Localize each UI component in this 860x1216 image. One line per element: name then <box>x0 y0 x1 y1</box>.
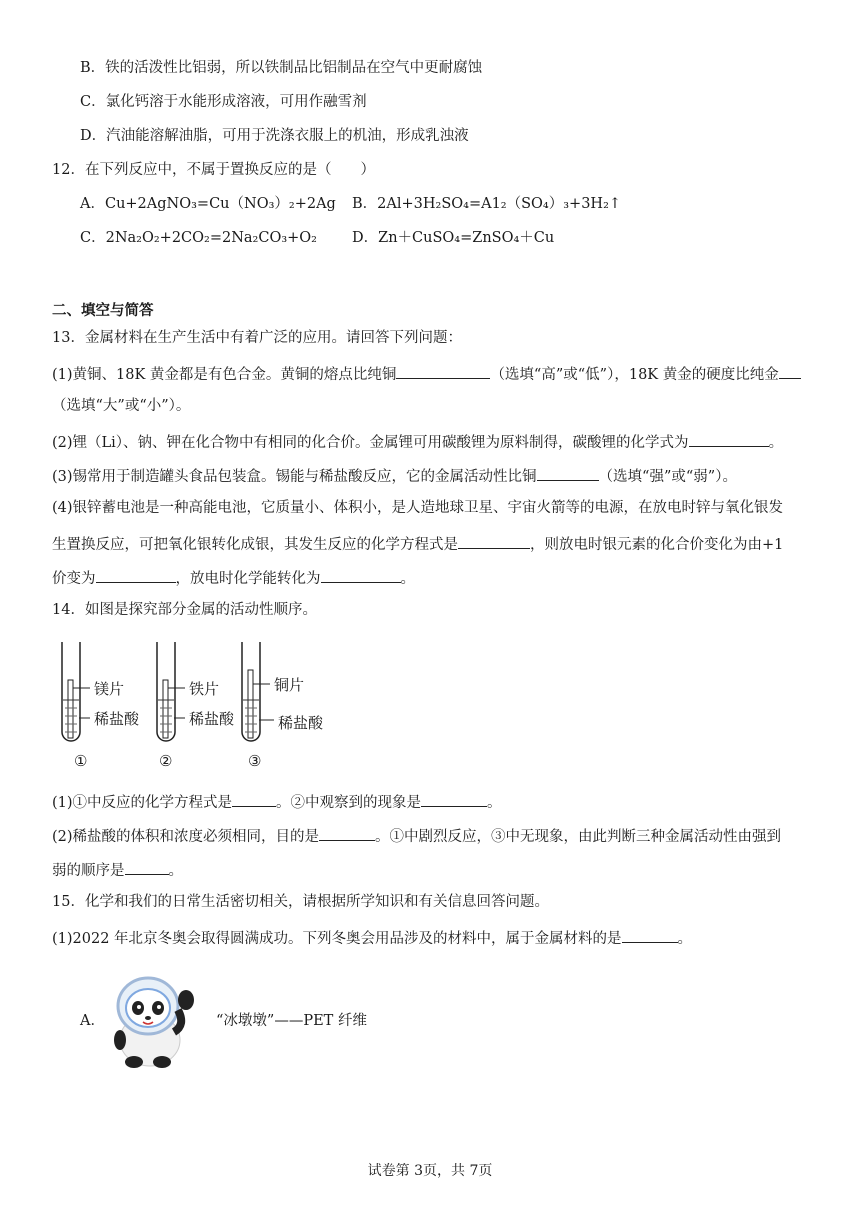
q13-part3 <box>52 464 737 487</box>
q12-option-d: D．Zn＋CuSO₄=ZnSO₄＋Cu <box>352 230 555 246</box>
answer-blank[interactable] <box>396 362 490 379</box>
q13-part1-text-b: （选填“高”或“低”），18K 黄金的硬度比纯金 <box>490 367 779 383</box>
q12-option-c: C．2Na₂O₂+2CO₂=2Na₂CO₃+O₂ <box>80 230 317 246</box>
mascot-image <box>104 970 204 1074</box>
q13-part4-line1: (4)银锌蓄电池是一种高能电池，它质量小、体积小，是人造地球卫星、宇宙火箭等的电源，在放电时锌与氧化银发 <box>52 500 784 516</box>
answer-blank[interactable] <box>779 362 801 379</box>
tube-2-number: ② <box>159 752 173 770</box>
q11-option-b: B．铁的活泼性比铝弱，所以铁制品比铝制品在空气中更耐腐蚀 <box>80 60 483 76</box>
q15-stem: 15．化学和我们的日常生活密切相关，请根据所学知识和有关信息回答问题。 <box>52 894 549 910</box>
q14-part2-text-a: (2)稀盐酸的体积和浓度必须相同，目的是 <box>52 829 320 845</box>
q13-part2-text-b: 。 <box>768 435 784 451</box>
q15-option-a-label: A． <box>80 1013 105 1029</box>
q13-part4-text-c: ，则放电时银元素的化合价变化为由+1 <box>530 537 784 553</box>
q11-option-c: C．氯化钙溶于水能形成溶液，可用作融雪剂 <box>80 94 367 110</box>
answer-blank[interactable] <box>232 790 276 807</box>
answer-blank[interactable] <box>689 430 769 447</box>
test-tube-3-figure <box>240 640 330 770</box>
test-tube-1 <box>60 640 150 774</box>
q13-part4-line3 <box>52 566 415 589</box>
q12-stem: 12．在下列反应中，不属于置换反应的是（ ） <box>52 162 375 178</box>
q14-part2-text-d: 。 <box>168 863 183 879</box>
q15-part1 <box>52 926 692 949</box>
q14-part2-line1 <box>52 824 781 847</box>
bing-dwen-dwen-figure <box>104 970 204 1070</box>
test-tube-2 <box>155 640 245 774</box>
q14-part1-text-a: (1)①中反应的化学方程式是 <box>52 795 233 811</box>
answer-blank[interactable] <box>458 532 530 549</box>
q13-part2-text-a: (2)锂（Li）、钠、钾在化合物中有相同的化合价。金属锂可用碳酸锂为原料制得，碳酸锂的化学式为 <box>52 435 689 451</box>
section-title: 二、填空与简答 <box>52 303 154 319</box>
q14-part2-text-b: 。①中剧烈反应，③中无现象，由此判断三种金属活动性由强到 <box>375 829 782 845</box>
q13-part1-line1 <box>52 362 801 385</box>
answer-blank[interactable] <box>321 566 401 583</box>
q13-part3-text-a: (3)锡常用于制造罐头食品包装盒。锡能与稀盐酸反应，它的金属活动性比铜 <box>52 469 537 485</box>
q14-part2-text-c: 弱的顺序是 <box>52 863 125 879</box>
answer-blank[interactable] <box>537 464 599 481</box>
answer-blank[interactable] <box>622 926 678 943</box>
tube-3-acid-label: 稀盐酸 <box>278 714 324 732</box>
test-tube-2-figure <box>155 640 245 770</box>
test-tube-1-figure <box>60 640 150 770</box>
q15-option-a-text: “冰墩墩”——PET 纤维 <box>216 1013 367 1029</box>
tube-1-metal-label: 镁片 <box>94 680 125 698</box>
answer-blank[interactable] <box>319 824 375 841</box>
q13-part4-text-d: 价变为 <box>52 571 96 587</box>
q13-part2 <box>52 430 783 453</box>
tube-3-metal-label: 铜片 <box>274 676 305 694</box>
tube-3-number: ③ <box>248 752 262 770</box>
q13-part4-line2 <box>52 532 783 555</box>
answer-blank[interactable] <box>125 858 169 875</box>
q14-part2-line2 <box>52 858 183 881</box>
answer-blank[interactable] <box>96 566 176 583</box>
tube-1-acid-label: 稀盐酸 <box>94 710 140 728</box>
q13-stem: 13．金属材料在生产生活中有着广泛的应用。请回答下列问题： <box>52 330 462 346</box>
q14-part1 <box>52 790 502 813</box>
q13-part3-text-b: （选填“强”或“弱”）。 <box>598 469 737 485</box>
q13-part4-text-b: 生置换反应，可把氧化银转化成银，其发生反应的化学方程式是 <box>52 537 458 553</box>
q15-part1-text-a: (1)2022 年北京冬奥会取得圆满成功。下列冬奥会用品涉及的材料中，属于金属材料的是 <box>52 931 622 947</box>
tube-1-number: ① <box>74 752 88 770</box>
test-tube-3 <box>240 640 330 774</box>
tube-2-metal-label: 铁片 <box>189 680 220 698</box>
q12-option-b: B．2Al+3H₂SO₄=A1₂（SO₄）₃+3H₂↑ <box>352 196 622 212</box>
q11-option-d: D．汽油能溶解油脂，可用于洗涤衣服上的机油，形成乳浊液 <box>80 128 469 144</box>
q13-part1-text-c: （选填“大”或“小”）。 <box>52 398 191 414</box>
tube-2-acid-label: 稀盐酸 <box>189 710 235 728</box>
answer-blank[interactable] <box>421 790 487 807</box>
q13-part1-text-a: (1)黄铜、18K 黄金都是有色合金。黄铜的熔点比纯铜 <box>52 367 397 383</box>
page-footer: 试卷第 3页，共 7页 <box>367 1163 493 1179</box>
q13-part4-text-e: ，放电时化学能转化为 <box>175 571 321 587</box>
q13-part4-text-f: 。 <box>400 571 415 587</box>
q15-part1-text-b: 。 <box>677 931 693 947</box>
q14-part1-text-b: 。②中观察到的现象是 <box>276 795 422 811</box>
q14-part1-text-c: 。 <box>487 795 502 811</box>
q12-option-a: A．Cu+2AgNO₃=Cu（NO₃）₂+2Ag <box>80 196 336 212</box>
q14-stem: 14．如图是探究部分金属的活动性顺序。 <box>52 602 317 618</box>
